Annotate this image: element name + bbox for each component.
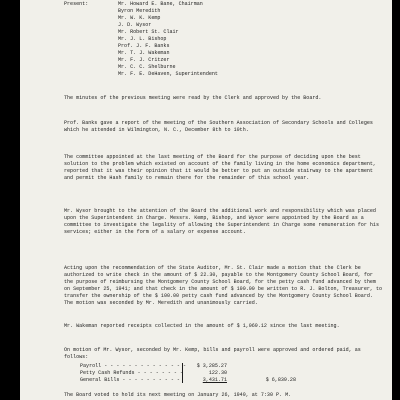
member-name: Mr. Howard E. Bane, Chairman — [118, 1, 203, 7]
bills-row-amount: 122.30 — [208, 370, 227, 376]
member-name: Mr. J. L. Bishop — [118, 35, 167, 42]
present-label: Present: — [64, 1, 89, 7]
member-name: Mr. W. K. Kemp — [118, 14, 161, 21]
receipts-paragraph: Mr. Wakeman reported receipts collected in the amount of $ 1,069.12 since the last meeting. — [64, 323, 340, 329]
bills-row — [80, 377, 330, 384]
member-name: Mr. Robert St. Clair — [118, 28, 179, 35]
auditor-motion-paragraph: Acting upon the recommendation of the State Auditor, Mr. St. Clair made a motion that the Clerk be authorized to write check in the amount of $ 22.30, payable to the Montgomery County School Board, for the purpose of reimbursing the Montgomery County School Board, for the petty cash fund advanced by them on September 25, 1941; and that check in the amount of $ 100.00 be written to R. J. Bolton, Treasurer, to transfer the ownership of the $ 100.00 petty cash fund advanced by the Montgomery County School Board. The motion was seconded by Mr. Meredith and unanimously carried. — [64, 265, 383, 306]
member-name: Mr. F. J. Critzer — [118, 56, 170, 63]
member-name: Byron Meredith — [118, 7, 161, 14]
member-list — [118, 1, 218, 77]
member-name: Mr. T. J. Wakeman — [118, 49, 170, 56]
superintendent-paragraph: Mr. Wysor brought to the attention of the Board the additional work and responsibility which was placed upon the Superintendent in Charge. Messrs. Kemp, Bishop, and Wysor were appointed by the Board as a committee to investigate the legality of allowing the Superintendent in Charge some remuneration for his services; either in the form of a salary or expense account. — [64, 208, 379, 235]
committee-report-paragraph: The committee appointed at the last meeting of the Board for the purpose of deciding upon the best solution to the problem which existed on account of the family living in the home economics department, reported that it was their opinion that it would be better to put an outside stairway to the apartment and permit the Hash family to remain there for the remainder of this school year. — [64, 154, 376, 181]
bills-total: $ 6,839.28 — [265, 377, 296, 383]
bills-motion-paragraph: On motion of Mr. Wysor, seconded by Mr. Kemp, bills and payroll were approved and ordered paid, as follows: — [64, 347, 361, 360]
bills-row-label: Payroll - - - - - - - - - - - - - - — [80, 363, 187, 369]
minutes-page — [20, 0, 392, 400]
next-meeting-paragraph: The Board voted to hold its next meeting on January 26, 1949, at 7:30 P. M. — [64, 392, 292, 398]
bills-row-amount: $ 3,285.27 — [196, 363, 227, 369]
bills-row-label: Petty Cash Refunds - - - - - - - - — [80, 370, 183, 376]
member-name: Prof. J. F. Banks — [118, 42, 170, 49]
bills-row — [80, 363, 330, 370]
bills-row — [80, 370, 330, 377]
bills-row-amount: 3,431.71 — [202, 377, 227, 383]
member-name: Mr. C. C. Shelburne — [118, 63, 176, 70]
association-report-paragraph: Prof. Banks gave a report of the meeting of the Southern Association of Secondary Schools and Colleges which he attended in Wilmington, N. C., December 8th to 10th. — [64, 120, 373, 133]
bills-row-label: General Bills - - - - - - - - - - — [80, 377, 180, 383]
minutes-approval-paragraph: The minutes of the previous meeting were read by the Clerk and approved by the Board. — [64, 95, 322, 101]
bills-summary — [80, 363, 330, 384]
member-name: Mr. F. E. DeHaven, Superintendent — [118, 70, 218, 77]
member-name: J. D. Wysor — [118, 21, 152, 28]
